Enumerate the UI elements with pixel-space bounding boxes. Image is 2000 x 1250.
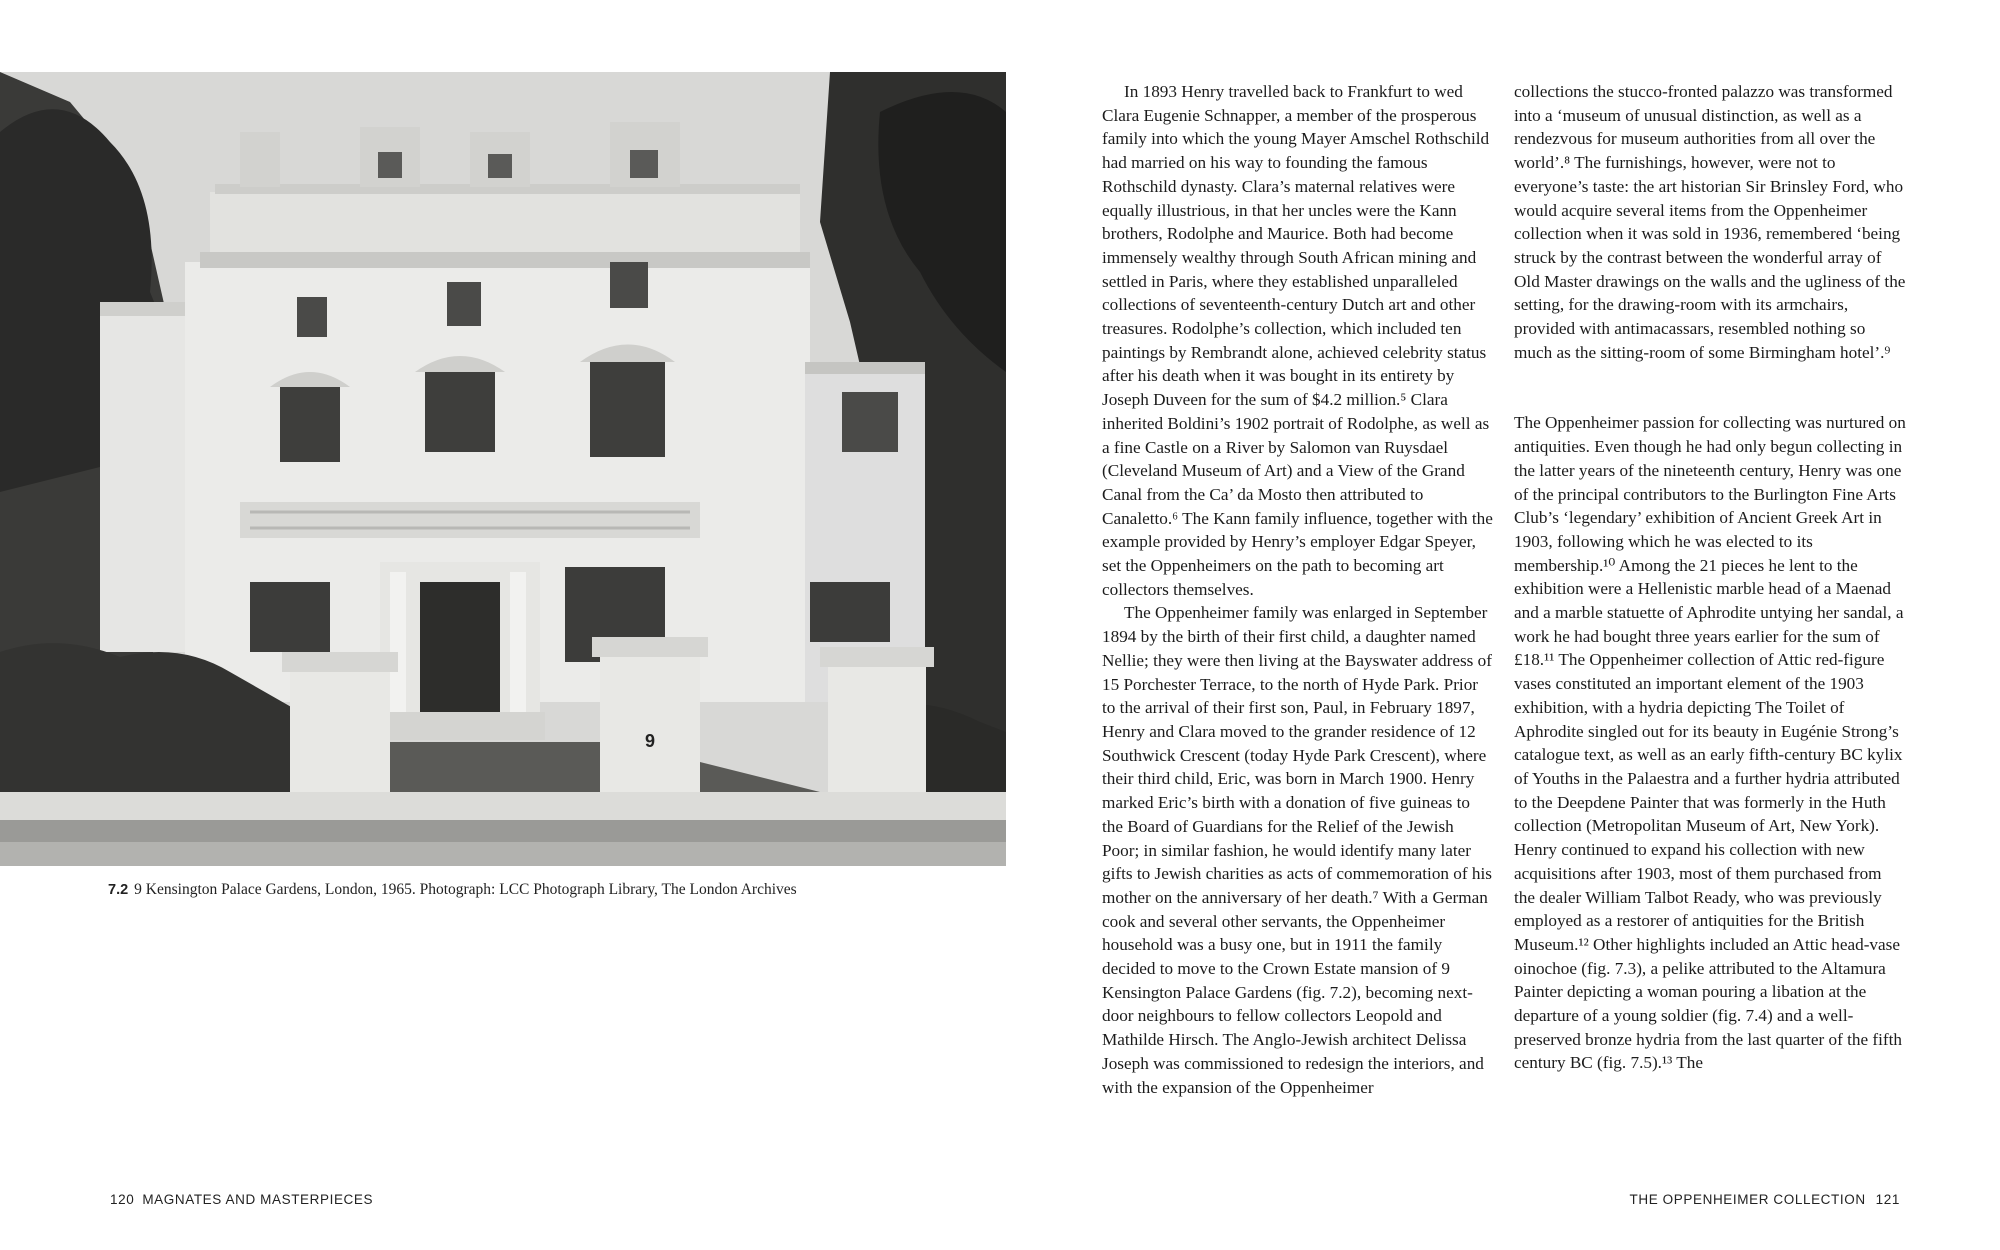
page-number-right: 121 [1875, 1192, 1900, 1207]
figure-caption-text: 9 Kensington Palace Gardens, London, 1965. Photograph: LCC Photograph Library, The London Archives [134, 881, 797, 898]
page-number-left: 120 [110, 1192, 135, 1207]
text-column-left [1102, 80, 1494, 1099]
footer-right [1630, 1192, 1900, 1207]
running-head-left: MAGNATES AND MASTERPIECES [142, 1192, 374, 1207]
running-head-right: THE OPPENHEIMER COLLECTION [1629, 1192, 1866, 1207]
figure-caption [108, 880, 1008, 900]
gatepost-number: 9 [644, 731, 656, 751]
figure-photograph [0, 72, 1006, 866]
paragraph: The Oppenheimer passion for collecting was nurtured on antiquities. Even though he had only begun collecting in the latter years of the nineteenth century, Henry was one of the principal contributors to the Burlington Fine Arts Club’s ‘legendary’ exhibition of Ancient Greek Art in 1903, following which he was elected to its membership.¹⁰ Among the 21 pieces he lent to the exhibition were a Hellenistic marble head of a Maenad and a marble statuette of Aphrodite untying her sandal, a work he had bought three years earlier for the sum of £18.¹¹ The Oppenheimer collection of Attic red-figure vases constituted an important element of the 1903 exhibition, with a hydria depicting The Toilet of Aphrodite singled out for its beauty in Eugénie Strong’s catalogue text, as well as an early fifth-century BC kylix of Youths in the Palaestra and a further hydria attributed to the Deepdene Painter that was formerly in the Huth collection (Metropolitan Museum of Art, New York). Henry continued to expand his collection with new acquisitions after 1903, most of them purchased from the dealer William Talbot Ready, who was previously employed as a restorer of antiquities for the British Museum.¹² Other highlights included an Attic head-vase oinochoe (fig. 7.3), a pelike attributed to the Altamura Painter depicting a woman pouring a libation at the departure of a young soldier (fig. 7.4) and a well-preserved bronze hydria from the last quarter of the fifth century BC (fig. 7.5).¹³ The [1514, 413, 1906, 1073]
paragraph: In 1893 Henry travelled back to Frankfurt to wed Clara Eugenie Schnapper, a member of the prosperous family into which the young Mayer Amschel Rothschild had married on his way to founding the famous Rothschild dynasty. Clara’s maternal relatives were equally illustrious, in that her uncles were the Kann brothers, Rodolphe and Maurice. Both had become immensely wealthy through South African mining and settled in Paris, where they established unparalleled collections of seventeenth-century Dutch art and other treasures. Rodolphe’s collection, which included ten paintings by Rembrandt alone, achieved celebrity status after his death when it was bought in its entirety by Joseph Duveen for the sum of $4.2 million.⁵ Clara inherited Boldini’s 1902 portrait of Rodolphe, as well as a fine Castle on a River by Salomon van Ruysdael (Cleveland Museum of Art) and a View of the Grand Canal from the Ca’ da Mosto then attributed to Canaletto.⁶ The Kann family influence, together with the example provided by Henry’s employer Edgar Speyer, set the Oppenheimers on the path to becoming art collectors themselves. [1102, 82, 1493, 599]
footer-left [110, 1192, 373, 1207]
figure-number: 7.2 [108, 882, 129, 898]
paragraph: collections the stucco-fronted palazzo was transformed into a ‘museum of unusual distinction, as well as a rendezvous for museum authorities from all over the world’.⁸ The furnishings, however, were not to everyone’s taste: the art historian Sir Brinsley Ford, who would acquire several items from the Oppenheimer collection when it was sold in 1936, remembered ‘being struck by the contrast between the wonderful array of Old Master drawings on the walls and the ugliness of the setting, for the drawing-room with its armchairs, provided with antimacassars, resembled nothing so much as the sitting-room of some Birmingham hotel’.⁹ [1514, 82, 1906, 362]
house-photograph-illustration [0, 72, 1006, 866]
text-column-right [1514, 80, 1906, 1075]
paragraph: The Oppenheimer family was enlarged in September 1894 by the birth of their first child, a daughter named Nellie; they were then living at the Bayswater address of 15 Porchester Terrace, to the north of Hyde Park. Prior to the arrival of their first son, Paul, in February 1897, Henry and Clara moved to the grander residence of 12 Southwick Crescent (today Hyde Park Crescent), where their third child, Eric, was born in March 1900. Henry marked Eric’s birth with a donation of five guineas to the Board of Guardians for the Relief of the Jewish Poor; in similar fashion, he would identify many later gifts to Jewish charities as acts of commemoration of his mother on the anniversary of her death.⁷ With a German cook and several other servants, the Oppenheimer household was a busy one, but in 1911 the family decided to move to the Crown Estate mansion of 9 Kensington Palace Gardens (fig. 7.2), becoming next-door neighbours to fellow collectors Leopold and Mathilde Hirsch. The Anglo-Jewish architect Delissa Joseph was commissioned to redesign the interiors, and with the expansion of the Oppenheimer [1102, 603, 1492, 1097]
